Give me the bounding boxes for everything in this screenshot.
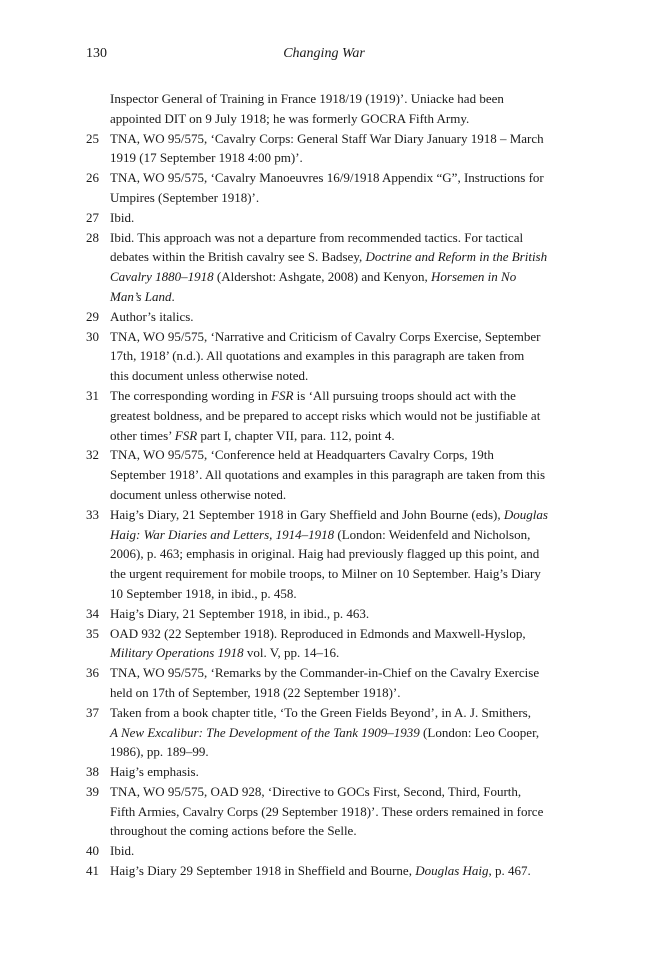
running-title: Changing War — [283, 46, 365, 61]
text-segment: (London: Leo Cooper, — [419, 724, 540, 740]
endnote-text — [110, 445, 566, 504]
endnote-number: 26 — [86, 170, 99, 186]
text-segment: Ibid. This approach was not a departure from recommended tactics. For tactical — [110, 229, 524, 245]
endnote-number: 32 — [86, 447, 99, 463]
endnote-text — [110, 762, 566, 782]
text-line — [110, 267, 566, 287]
text-line — [110, 89, 566, 109]
text-line — [110, 168, 566, 188]
text-segment: vol. V, pp. 14–16. — [243, 645, 340, 661]
endnote-33 — [86, 505, 566, 604]
text-line — [110, 208, 566, 228]
endnote-text — [110, 307, 566, 327]
text-segment: Inspector General of Training in France 1918/19 (1919)’. Uniacke had been — [110, 91, 504, 106]
text-segment: TNA, WO 95/575, ‘Cavalry Corps: General Staff War Diary January 1918 – March — [110, 130, 544, 146]
endnote-text — [110, 228, 566, 307]
page-number: 130 — [86, 46, 107, 61]
text-line — [110, 109, 566, 129]
italic-text: Haig: War Diaries and Letters, 1914–1918 — [110, 526, 335, 542]
endnote-text — [110, 624, 566, 664]
endnote-34 — [86, 604, 566, 624]
text-segment: OAD 932 (22 September 1918). Reproduced in Edmonds and Maxwell-Hyslop, — [110, 625, 526, 641]
text-line — [110, 228, 566, 248]
text-line — [110, 544, 566, 564]
text-segment: other times’ — [110, 427, 175, 443]
endnote-35 — [86, 624, 566, 664]
text-line — [110, 584, 566, 604]
text-line — [110, 327, 566, 347]
text-segment: held on 17th of September, 1918 (22 September 1918)’. — [110, 684, 401, 700]
endnote-text — [110, 841, 566, 861]
italic-text: Man’s Land — [110, 288, 172, 304]
text-segment: Haig’s Diary 29 September 1918 in Sheffield and Bourne, — [110, 863, 416, 879]
text-line — [110, 802, 566, 822]
text-line — [110, 643, 566, 663]
text-line — [110, 406, 566, 426]
text-segment: Umpires (September 1918)’. — [110, 189, 260, 205]
endnote-38 — [86, 762, 566, 782]
text-segment: debates within the British cavalry see S. Badsey, — [110, 249, 366, 265]
text-line — [110, 188, 566, 208]
text-segment: is ‘All pursuing troops should act with the — [293, 387, 516, 403]
text-segment: the urgent requirement for mobile troops, to Milner on 10 September. Haig’s Diary — [110, 566, 541, 582]
endnote-number: 39 — [86, 783, 99, 799]
text-segment: Taken from a book chapter title, ‘To the Green Fields Beyond’, in A. J. Smithers, — [110, 704, 531, 720]
endnote-36 — [86, 663, 566, 703]
endnote-number: 29 — [86, 308, 99, 324]
endnote-text — [110, 129, 566, 169]
text-segment: Author’s italics. — [110, 308, 194, 324]
endnote-text — [110, 168, 566, 208]
text-segment: 1986), pp. 189–99. — [110, 744, 209, 760]
italic-text: Doctrine and Reform in the British — [365, 249, 548, 265]
text-line — [110, 346, 566, 366]
endnote-number: 36 — [86, 665, 99, 681]
endnote-number: 41 — [86, 863, 99, 879]
text-segment: Haig’s Diary, 21 September 1918 in Gary Sheffield and John Bourne (eds), — [110, 506, 504, 522]
text-segment: 17th, 1918’ (n.d.). All quotations and examples in this paragraph are taken from — [110, 348, 525, 364]
text-segment: TNA, WO 95/575, ‘Narrative and Criticism of Cavalry Corps Exercise, September — [110, 328, 541, 344]
text-segment: Fifth Armies, Cavalry Corps (29 September 1918)’. These orders remained in force — [110, 803, 544, 819]
text-segment: September 1918’. All quotations and examples in this paragraph are taken from this — [110, 467, 546, 483]
text-line — [110, 861, 566, 881]
text-line — [110, 703, 566, 723]
endnote-31 — [86, 386, 566, 445]
text-segment: Haig’s Diary, 21 September 1918, in ibid., p. 463. — [110, 605, 370, 621]
endnote-25 — [86, 129, 566, 169]
italic-text: A New Excalibur: The Development of the Tank 1909–1939 — [110, 724, 420, 740]
text-segment: TNA, WO 95/575, OAD 928, ‘Directive to GOCs First, Second, Third, Fourth, — [110, 783, 522, 799]
text-segment: this document unless otherwise noted. — [110, 368, 309, 384]
endnote-number: 33 — [86, 506, 99, 522]
text-line — [110, 366, 566, 386]
endnote-text — [110, 505, 566, 604]
text-line — [110, 525, 566, 545]
text-line — [110, 505, 566, 525]
endnote-text — [110, 604, 566, 624]
text-segment: Ibid. — [110, 843, 135, 859]
text-segment: Ibid. — [110, 209, 135, 225]
endnote-number: 37 — [86, 704, 99, 720]
endnote-text — [110, 386, 566, 445]
endnote-26 — [86, 168, 566, 208]
italic-text: FSR — [174, 427, 198, 443]
endnote-text — [110, 327, 566, 386]
text-line — [110, 762, 566, 782]
text-line — [110, 445, 566, 465]
endnote-number: 27 — [86, 209, 99, 225]
text-line — [110, 485, 566, 505]
endnote-text — [110, 663, 566, 703]
text-segment: , p. 467. — [488, 863, 531, 879]
text-line — [110, 624, 566, 644]
endnote-text — [110, 703, 566, 762]
text-segment: 10 September 1918, in ibid., p. 458. — [110, 585, 297, 601]
endnote-continuation — [86, 89, 566, 129]
text-line — [110, 247, 566, 267]
page-header — [86, 44, 562, 64]
italic-text: Military Operations 1918 — [110, 645, 244, 661]
italic-text: FSR — [271, 387, 294, 403]
endnote-number: 28 — [86, 229, 99, 245]
endnote-32 — [86, 445, 566, 504]
text-line — [110, 386, 566, 406]
text-segment: (London: Weidenfeld and Nicholson, — [334, 526, 531, 542]
text-segment: TNA, WO 95/575, ‘Remarks by the Commander-in-Chief on the Cavalry Exercise — [110, 665, 540, 681]
text-segment: document unless otherwise noted. — [110, 486, 287, 502]
text-line — [110, 307, 566, 327]
text-line — [110, 465, 566, 485]
text-segment: TNA, WO 95/575, ‘Cavalry Manoeuvres 16/9/1918 Appendix “G”, Instructions for — [110, 170, 544, 186]
text-segment: 1919 (17 September 1918 4:00 pm)’. — [110, 150, 303, 166]
endnote-39 — [86, 782, 566, 841]
text-segment: Haig’s emphasis. — [110, 764, 199, 780]
endnotes-list — [86, 89, 566, 881]
text-line — [110, 129, 566, 149]
text-line — [110, 742, 566, 762]
endnote-30 — [86, 327, 566, 386]
text-line — [110, 683, 566, 703]
text-line — [110, 723, 566, 743]
italic-text: Douglas Haig — [415, 863, 489, 879]
text-line — [110, 821, 566, 841]
text-line — [110, 564, 566, 584]
italic-text: Horsemen in No — [431, 269, 517, 285]
text-line — [110, 663, 566, 683]
text-segment: part I, chapter VII, para. 112, point 4. — [197, 427, 395, 443]
endnote-27 — [86, 208, 566, 228]
text-line — [110, 287, 566, 307]
text-line — [110, 782, 566, 802]
endnote-number: 34 — [86, 605, 99, 621]
endnote-number: 31 — [86, 387, 99, 403]
endnote-29 — [86, 307, 566, 327]
text-line — [110, 148, 566, 168]
text-segment: appointed DIT on 9 July 1918; he was formerly GOCRA Fifth Army. — [110, 110, 470, 126]
endnote-text — [110, 208, 566, 228]
italic-text: Cavalry 1880–1918 — [110, 269, 214, 285]
endnote-number: 30 — [86, 328, 99, 344]
text-line — [110, 604, 566, 624]
endnote-text — [110, 861, 566, 881]
text-segment: (Aldershot: Ashgate, 2008) and Kenyon, — [213, 269, 431, 285]
endnote-number: 40 — [86, 843, 99, 859]
endnote-37 — [86, 703, 566, 762]
endnote-text — [110, 782, 566, 841]
italic-text: Douglas — [503, 506, 548, 522]
endnote-number: 25 — [86, 130, 99, 146]
text-segment: 2006), p. 463; emphasis in original. Haig had previously flagged up this point, and — [110, 546, 540, 562]
text-segment: TNA, WO 95/575, ‘Conference held at Headquarters Cavalry Corps, 19th — [110, 447, 494, 463]
endnote-40 — [86, 841, 566, 861]
text-line — [110, 841, 566, 861]
text-line — [110, 426, 566, 446]
endnote-number: 35 — [86, 625, 99, 641]
text-segment: throughout the coming actions before the Selle. — [110, 823, 357, 839]
endnote-41 — [86, 861, 566, 881]
endnote-number: 38 — [86, 764, 99, 780]
endnote-28 — [86, 228, 566, 307]
text-segment: The corresponding wording in — [110, 387, 272, 403]
text-segment: greatest boldness, and be prepared to accept risks which would not be justifiable at — [110, 407, 541, 423]
text-segment: . — [171, 288, 175, 304]
